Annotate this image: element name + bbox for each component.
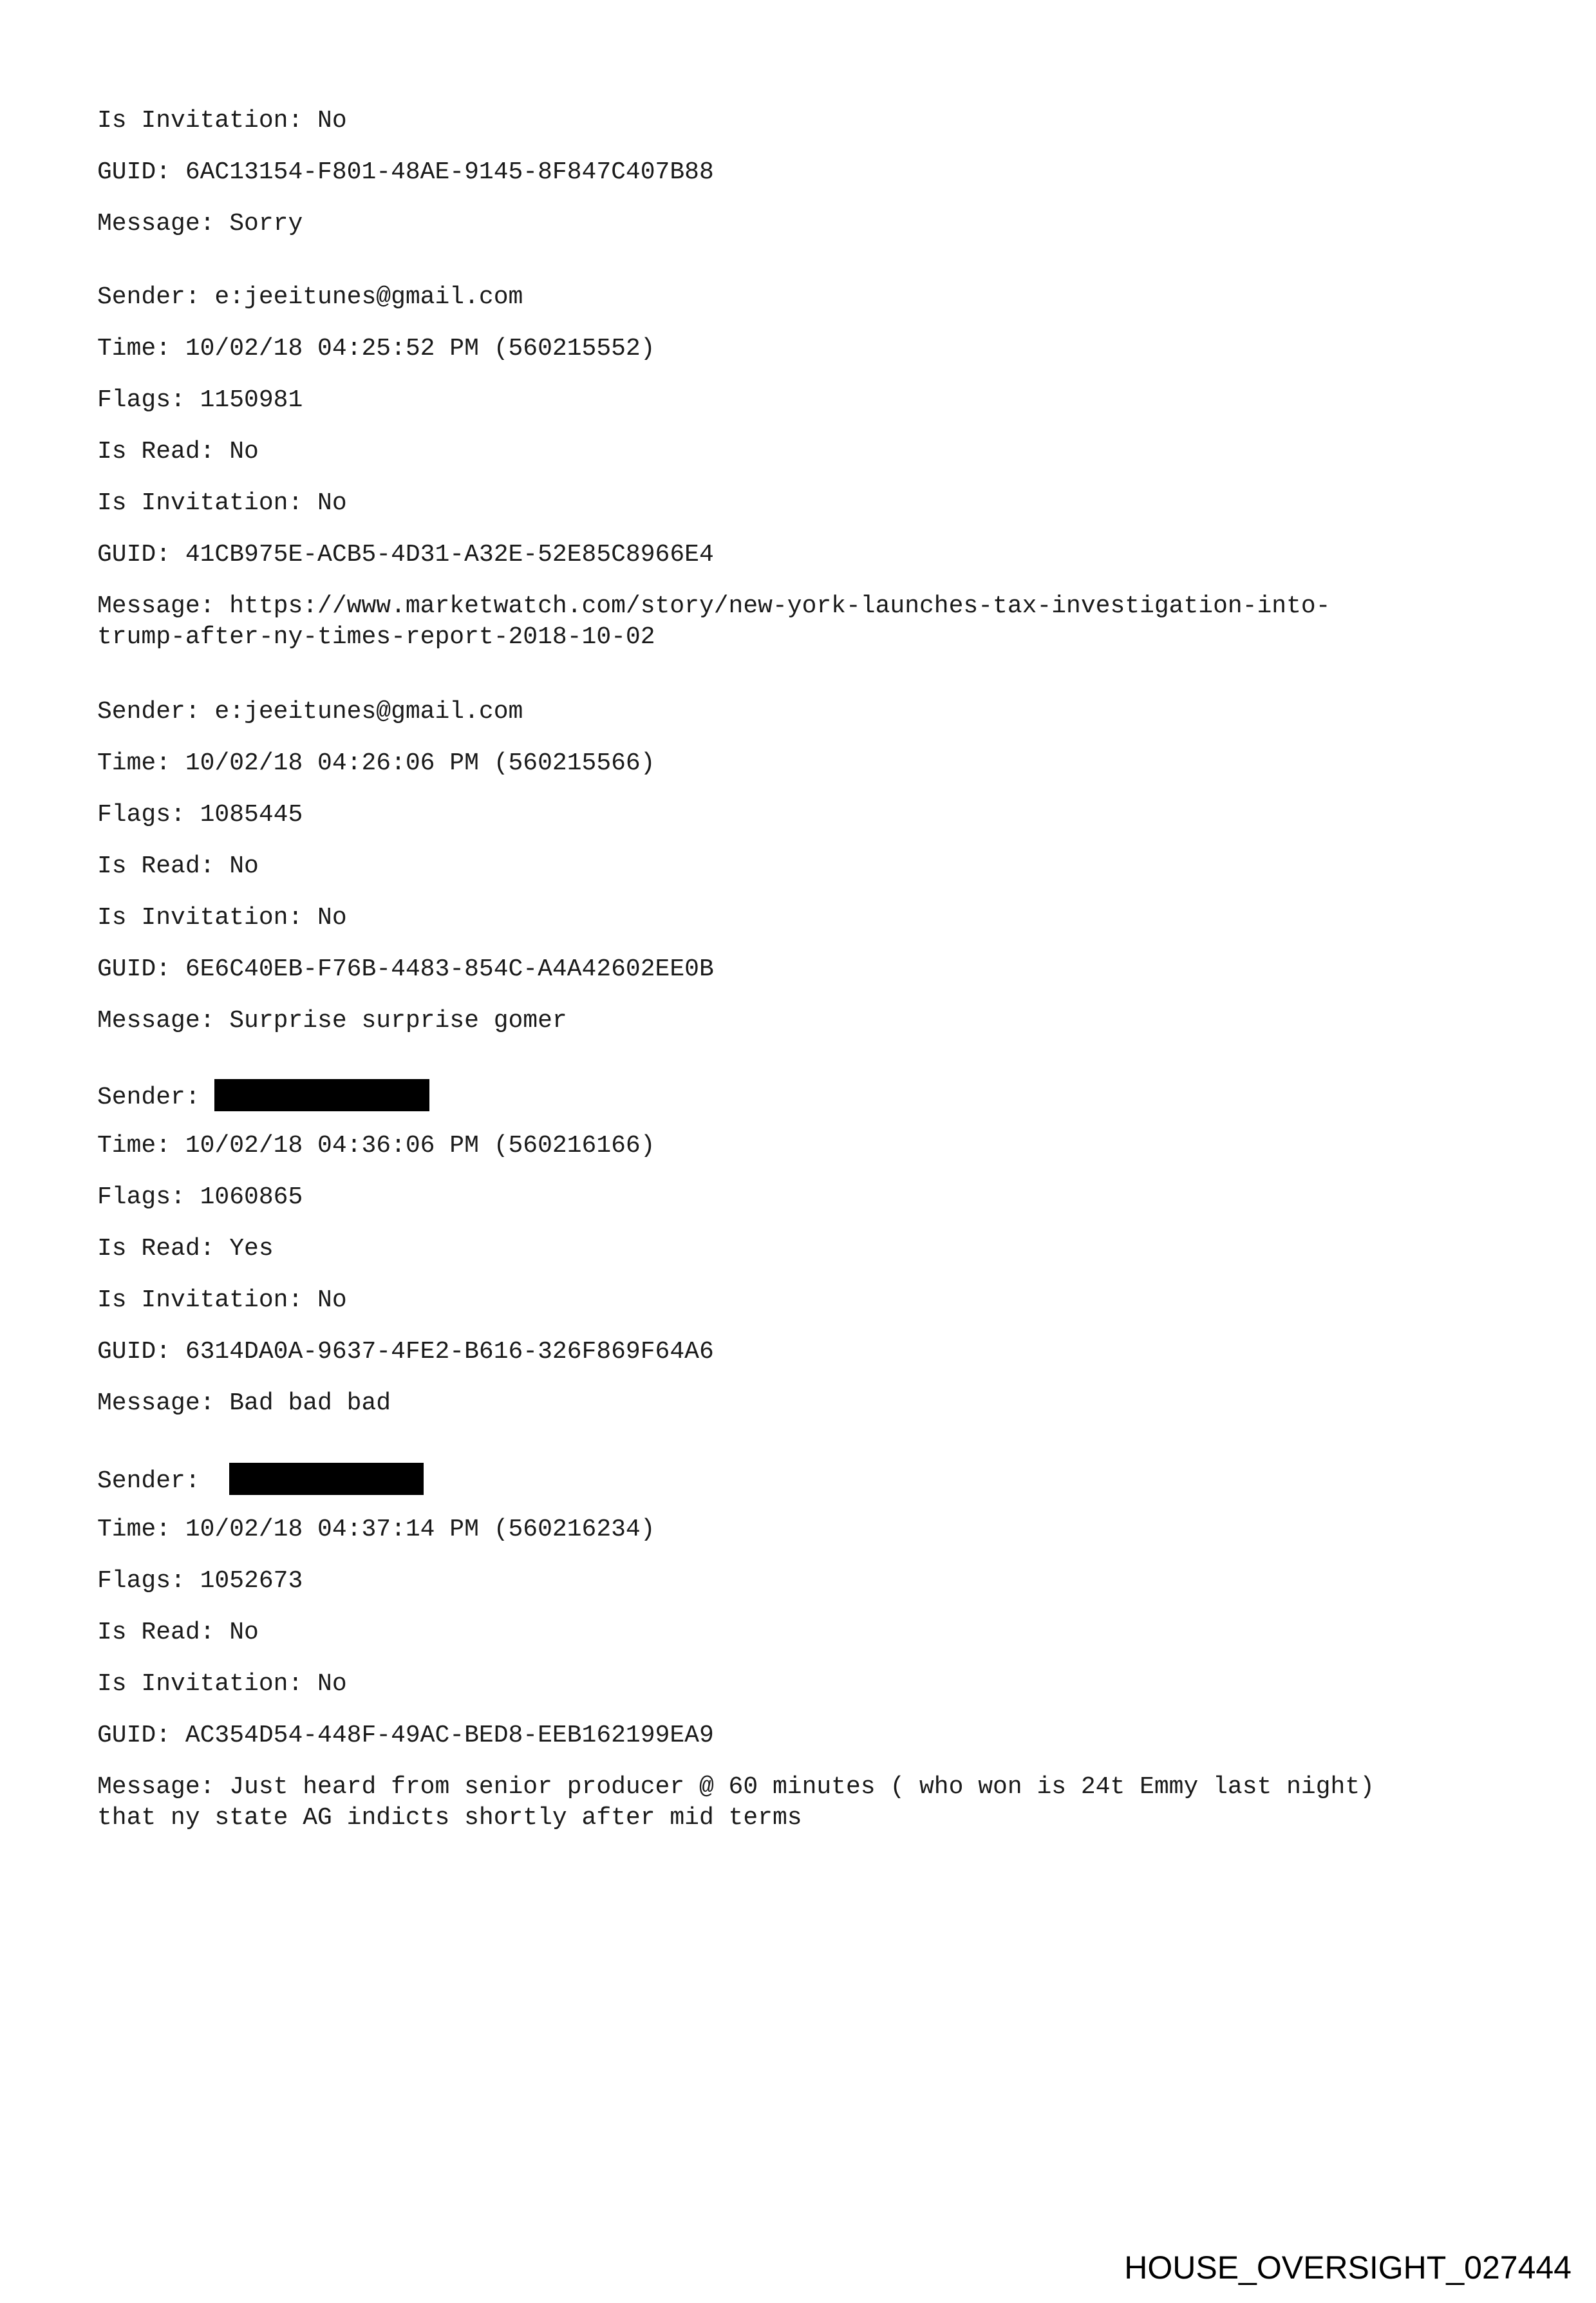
entry-2-is-invitation: Is Invitation: No (97, 904, 347, 932)
entry-4-is-read: Is Read: No (97, 1619, 259, 1646)
entry-2-is-read: Is Read: No (97, 852, 259, 880)
entry-3-time: Time: 10/02/18 04:36:06 PM (560216166) (97, 1132, 655, 1160)
bates-number: HOUSE_OVERSIGHT_027444 (1124, 2250, 1572, 2286)
entry-2-sender: Sender: e:jeeitunes@gmail.com (97, 698, 523, 726)
entry-1-time: Time: 10/02/18 04:25:52 PM (560215552) (97, 335, 655, 362)
entry-2-guid: GUID: 6E6C40EB-F76B-4483-854C-A4A42602EE0B (97, 955, 714, 983)
entry-1-sender: Sender: e:jeeitunes@gmail.com (97, 283, 523, 311)
redaction-block (229, 1463, 424, 1495)
entry-3-message: Message: Bad bad bad (97, 1389, 391, 1417)
entry-4-message: Message: Just heard from senior producer @ 60 minutes ( who won is 24t Emmy last night) that ny state AG indicts shortly after mid terms (97, 1773, 1375, 1832)
entry-3-is-invitation: Is Invitation: No (97, 1286, 347, 1314)
entry-4-time: Time: 10/02/18 04:37:14 PM (560216234) (97, 1516, 655, 1543)
entry-3-is-read: Is Read: Yes (97, 1235, 274, 1263)
entry-3-guid: GUID: 6314DA0A-9637-4FE2-B616-326F869F64A6 (97, 1338, 714, 1366)
entry-0-message: Message: Sorry (97, 210, 303, 238)
entry-2-flags: Flags: 1085445 (97, 801, 303, 829)
entry-2-message: Message: Surprise surprise gomer (97, 1007, 567, 1035)
entry-1-is-invitation: Is Invitation: No (97, 489, 347, 517)
entry-1-message: Message: https://www.marketwatch.com/story/new-york-launches-tax-investigation-into- trump-after-ny-times-report-2018-10-02 (97, 592, 1331, 651)
entry-4-sender-row (97, 1463, 424, 1497)
entry-4-is-invitation: Is Invitation: No (97, 1670, 347, 1698)
entry-1-is-read: Is Read: No (97, 438, 259, 465)
entry-4-sender-label: Sender: (97, 1467, 200, 1495)
entry-1-guid: GUID: 41CB975E-ACB5-4D31-A32E-52E85C8966E4 (97, 541, 714, 569)
entry-1-flags: Flags: 1150981 (97, 386, 303, 414)
entry-3-flags: Flags: 1060865 (97, 1183, 303, 1211)
entry-4-flags: Flags: 1052673 (97, 1567, 303, 1595)
entry-0-guid: GUID: 6AC13154-F801-48AE-9145-8F847C407B88 (97, 158, 714, 186)
entry-3-sender-row (97, 1079, 429, 1113)
entry-0-is-invitation: Is Invitation: No (97, 107, 347, 135)
entry-4-guid: GUID: AC354D54-448F-49AC-BED8-EEB162199EA9 (97, 1722, 714, 1749)
entry-2-time: Time: 10/02/18 04:26:06 PM (560215566) (97, 749, 655, 777)
entry-3-sender-label: Sender: (97, 1084, 200, 1111)
redaction-block (214, 1079, 429, 1111)
